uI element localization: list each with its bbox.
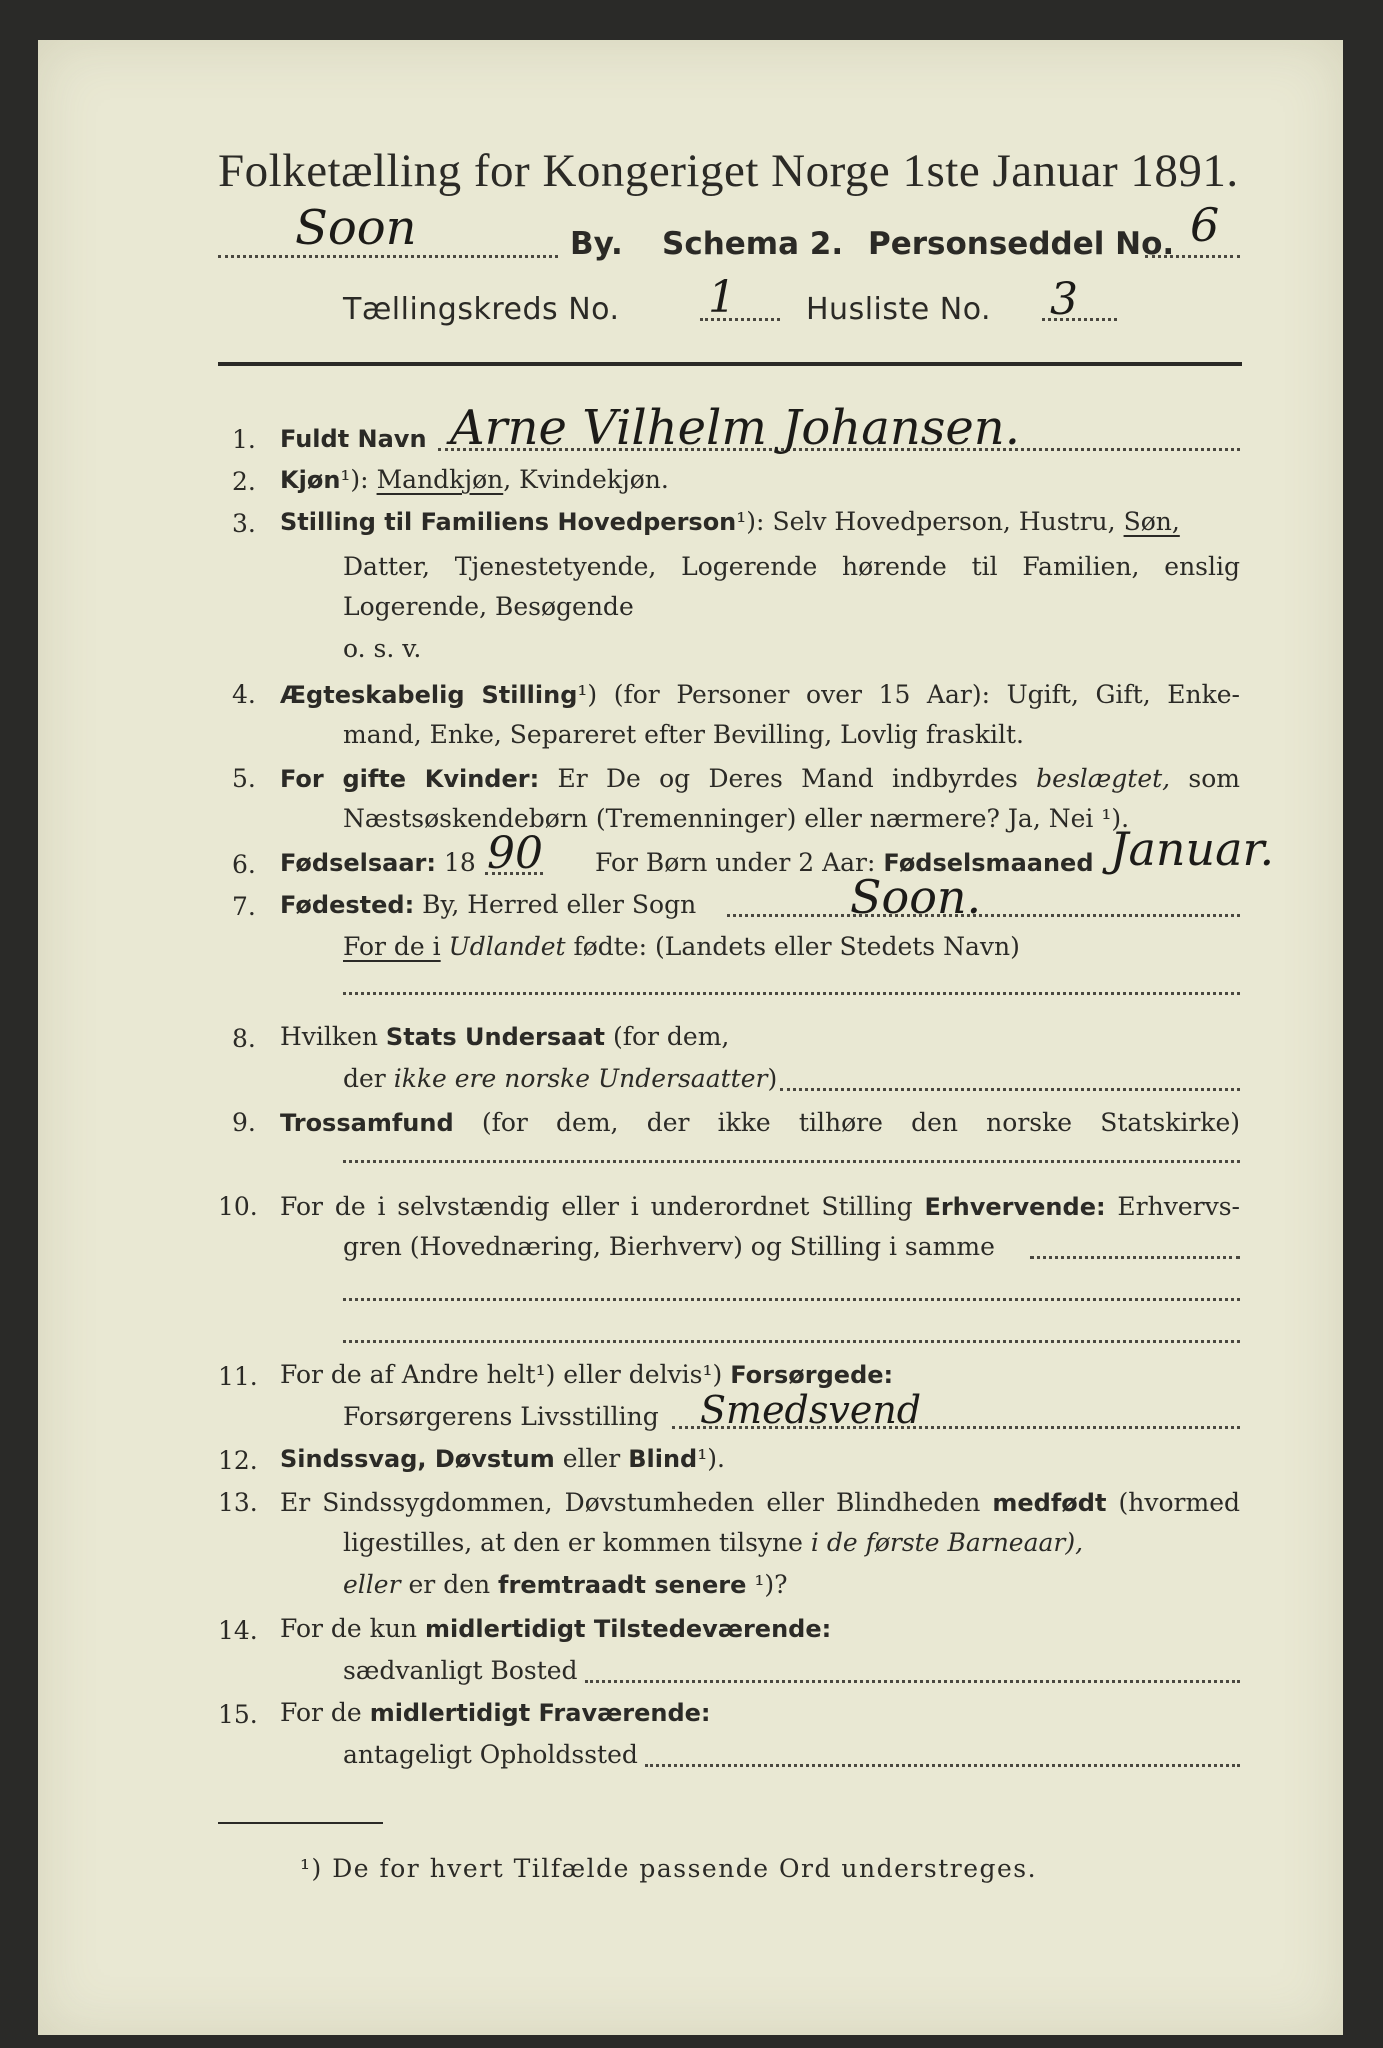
item-3-line-2: Datter, Tjenestetyende, Logerende hørende til Familien, enslig (343, 552, 1240, 581)
item-15-line-2: antageligt Opholdssted (343, 1740, 638, 1769)
personseddel-label: Personseddel No. (868, 226, 1175, 262)
item-1-number: 1. (232, 425, 256, 454)
item-9-dotted-line (343, 1160, 1240, 1163)
item-5-text-beslaegtet: beslægtet, (1036, 764, 1171, 793)
item-7-line-2 (343, 934, 1020, 959)
item-8-der: der (343, 1064, 386, 1093)
item-3-line-1 (280, 509, 1180, 534)
item-8-paren: ) (767, 1064, 778, 1093)
item-9-number: 9. (232, 1108, 256, 1137)
item-9-text: (for dem, der ikke tilhøre den norske Statskirke) (481, 1108, 1240, 1137)
item-7-for-de-i: For de i (343, 932, 441, 961)
item-7-text-2: fødte: (Landets eller Stedets Navn) (573, 932, 1020, 961)
item-10-number: 10. (218, 1192, 258, 1221)
item-14-dotted-line (585, 1680, 1240, 1683)
item-4-label: Ægteskabelig Stilling (280, 681, 578, 709)
item-10-dotted-line-2 (343, 1298, 1240, 1301)
item-12-number: 12. (218, 1446, 258, 1475)
item-2-text (280, 467, 669, 492)
item-6-label: Fødselsaar: (280, 849, 436, 877)
item-4-text: ¹) (for Personer over 15 Aar): Ugift, Gift, Enke- (577, 680, 1240, 709)
item-10-text-b: Erhvervs- (1117, 1192, 1240, 1221)
item-3-sup: ¹): (736, 507, 765, 536)
item-13-er-den: er den (408, 1570, 491, 1599)
item-1-label: Fuldt Navn (280, 425, 427, 453)
item-12-label: Sindssvag, Døvstum (280, 1445, 555, 1473)
item-14-line-2: sædvanligt Bosted (343, 1656, 578, 1685)
item-10-dotted-line-1 (1030, 1256, 1240, 1259)
item-8-text-b: (for dem, (612, 1022, 730, 1051)
item-3-number: 3. (232, 509, 256, 538)
personseddel-no: 6 (1190, 198, 1220, 252)
item-4-line-1 (280, 680, 1240, 709)
form-title: Folketælling for Kongeriget Norge 1ste Januar 1891. (218, 145, 1239, 197)
item-13-label-medfodt: medfødt (992, 1489, 1107, 1517)
husliste-no: 3 (1050, 274, 1078, 325)
item-5-label: For gifte Kvinder: (280, 765, 540, 793)
item-13-text-c: ligestilles, at den er kommen tilsyne (343, 1528, 803, 1557)
item-6-line-mid (595, 850, 1094, 875)
schema-label: Schema 2. (662, 226, 844, 262)
item-10-line-1 (280, 1192, 1240, 1221)
item-8-line-2 (343, 1066, 777, 1091)
item-7-value: Soon. (850, 870, 982, 924)
by-label: By. (570, 226, 623, 262)
item-4-number: 4. (232, 680, 256, 709)
item-14-line-1 (280, 1616, 831, 1641)
item-8-label: Stats Undersaat (385, 1023, 606, 1051)
item-5-line-2: Næstsøskendebørn (Tremenninger) eller nærmere? Ja, Nei ¹). (343, 804, 1130, 833)
item-7-dotted-line-2 (343, 992, 1240, 995)
item-2-sup: ¹): (340, 465, 369, 494)
item-11-value: Smedsvend (700, 1388, 922, 1432)
footnote: ¹) De for hvert Tilfælde passende Ord understreges. (300, 1854, 1038, 1883)
item-13-eller: eller (343, 1570, 401, 1599)
item-10-label: Erhvervende: (924, 1193, 1106, 1221)
personseddel-dotted-line (1145, 255, 1240, 258)
item-4-line-2: mand, Enke, Separeret efter Bevilling, Lovlig fraskilt. (343, 720, 1024, 749)
item-15-number: 15. (218, 1700, 258, 1729)
item-11-text: For de af Andre helt¹) eller delvis¹) (280, 1360, 723, 1389)
husliste-label: Husliste No. (806, 292, 992, 327)
item-13-line-2 (343, 1530, 1083, 1555)
item-15-label: midlertidigt Fraværende: (369, 1699, 711, 1727)
item-12-line (280, 1446, 725, 1471)
item-3-line-4: o. s. v. (343, 634, 422, 663)
item-15-line-1 (280, 1700, 711, 1725)
item-3-label: Stilling til Familiens Hovedperson (280, 508, 737, 536)
header-rule (218, 362, 1242, 366)
item-9-line-1 (280, 1108, 1240, 1137)
item-14-number: 14. (218, 1616, 258, 1645)
item-12-eller: eller (562, 1444, 621, 1473)
item-13-barneaar: i de første Barneaar), (810, 1528, 1084, 1557)
item-6-month-value: Januar. (1110, 822, 1275, 876)
item-8-dotted-line (780, 1088, 1240, 1091)
item-6-year-value: 90 (487, 828, 543, 879)
item-13-sup: ¹)? (754, 1570, 788, 1599)
item-6-year-prefix: 18 (443, 848, 476, 877)
item-15-text: For de (280, 1698, 362, 1727)
item-7-label: Fødested: (280, 891, 415, 919)
item-6-number: 6. (232, 850, 256, 879)
item-10-dotted-line-3 (343, 1340, 1240, 1343)
item-3-options: Selv Hovedperson, Hustru, (772, 507, 1116, 536)
item-5-number: 5. (232, 764, 256, 793)
item-5-text-som: som (1188, 764, 1241, 793)
item-13-label-senere: fremtraadt senere (498, 1571, 747, 1599)
item-14-text: For de kun (280, 1614, 418, 1643)
item-2-option-mandkjon: Mandkjøn (376, 465, 504, 494)
item-10-text-a: For de i selvstændig eller i underordnet Stilling (280, 1192, 913, 1221)
item-11-label: Forsørgede: (730, 1361, 894, 1389)
item-11-line-2: Forsørgerens Livsstilling (343, 1402, 659, 1431)
item-7-dotted-line (727, 914, 1240, 917)
item-14-label: midlertidigt Tilstedeværende: (424, 1615, 832, 1643)
item-2-option-kvindekjon: , Kvindekjøn. (503, 465, 669, 494)
footnote-rule (218, 1822, 383, 1824)
item-3-line-3: Logerende, Besøgende (343, 592, 634, 621)
item-15-dotted-line (645, 1764, 1240, 1767)
item-7-number: 7. (232, 892, 256, 921)
item-1-value: Arne Vilhelm Johansen. (450, 400, 1020, 456)
item-11-number: 11. (218, 1362, 258, 1391)
place-value: Soon (295, 200, 417, 256)
item-6-label-month: Fødselsmaaned (883, 849, 1094, 877)
item-13-text-a: Er Sindssygdommen, Døvstumheden eller Blindheden (280, 1488, 981, 1517)
item-8-line-1 (280, 1024, 729, 1049)
item-13-line-3 (343, 1572, 788, 1597)
item-7-text: By, Herred eller Sogn (422, 890, 697, 919)
item-7-line-1 (280, 892, 696, 917)
item-12-sup: ¹). (697, 1444, 725, 1473)
item-8-ikke-norske: ikke ere norske Undersaatter (393, 1064, 768, 1093)
item-2-label: Kjøn (280, 466, 341, 494)
item-6-under-2: For Børn under 2 Aar: (595, 848, 876, 877)
item-5-text-a: Er De og Deres Mand indbyrdes (557, 764, 1018, 793)
item-9-label: Trossamfund (280, 1109, 454, 1137)
item-12-label-blind: Blind (628, 1445, 698, 1473)
item-10-line-2: gren (Hovednæring, Bierhverv) og Stilling i samme (343, 1232, 995, 1261)
kreds-label: Tællingskreds No. (343, 292, 620, 327)
item-13-line-1 (280, 1488, 1240, 1517)
item-11-line-1 (280, 1362, 893, 1387)
item-6-line (280, 850, 476, 875)
item-8-number: 8. (232, 1024, 256, 1053)
item-8-text-a: Hvilken (280, 1022, 378, 1051)
item-2-number: 2. (232, 467, 256, 496)
item-13-number: 13. (218, 1488, 258, 1517)
item-3-selected-son: Søn, (1123, 507, 1180, 536)
item-5-line-1 (280, 764, 1240, 793)
item-13-text-b: (hvormed (1118, 1488, 1240, 1517)
item-7-udlandet: Udlandet (448, 932, 566, 961)
kreds-no: 1 (708, 272, 736, 323)
